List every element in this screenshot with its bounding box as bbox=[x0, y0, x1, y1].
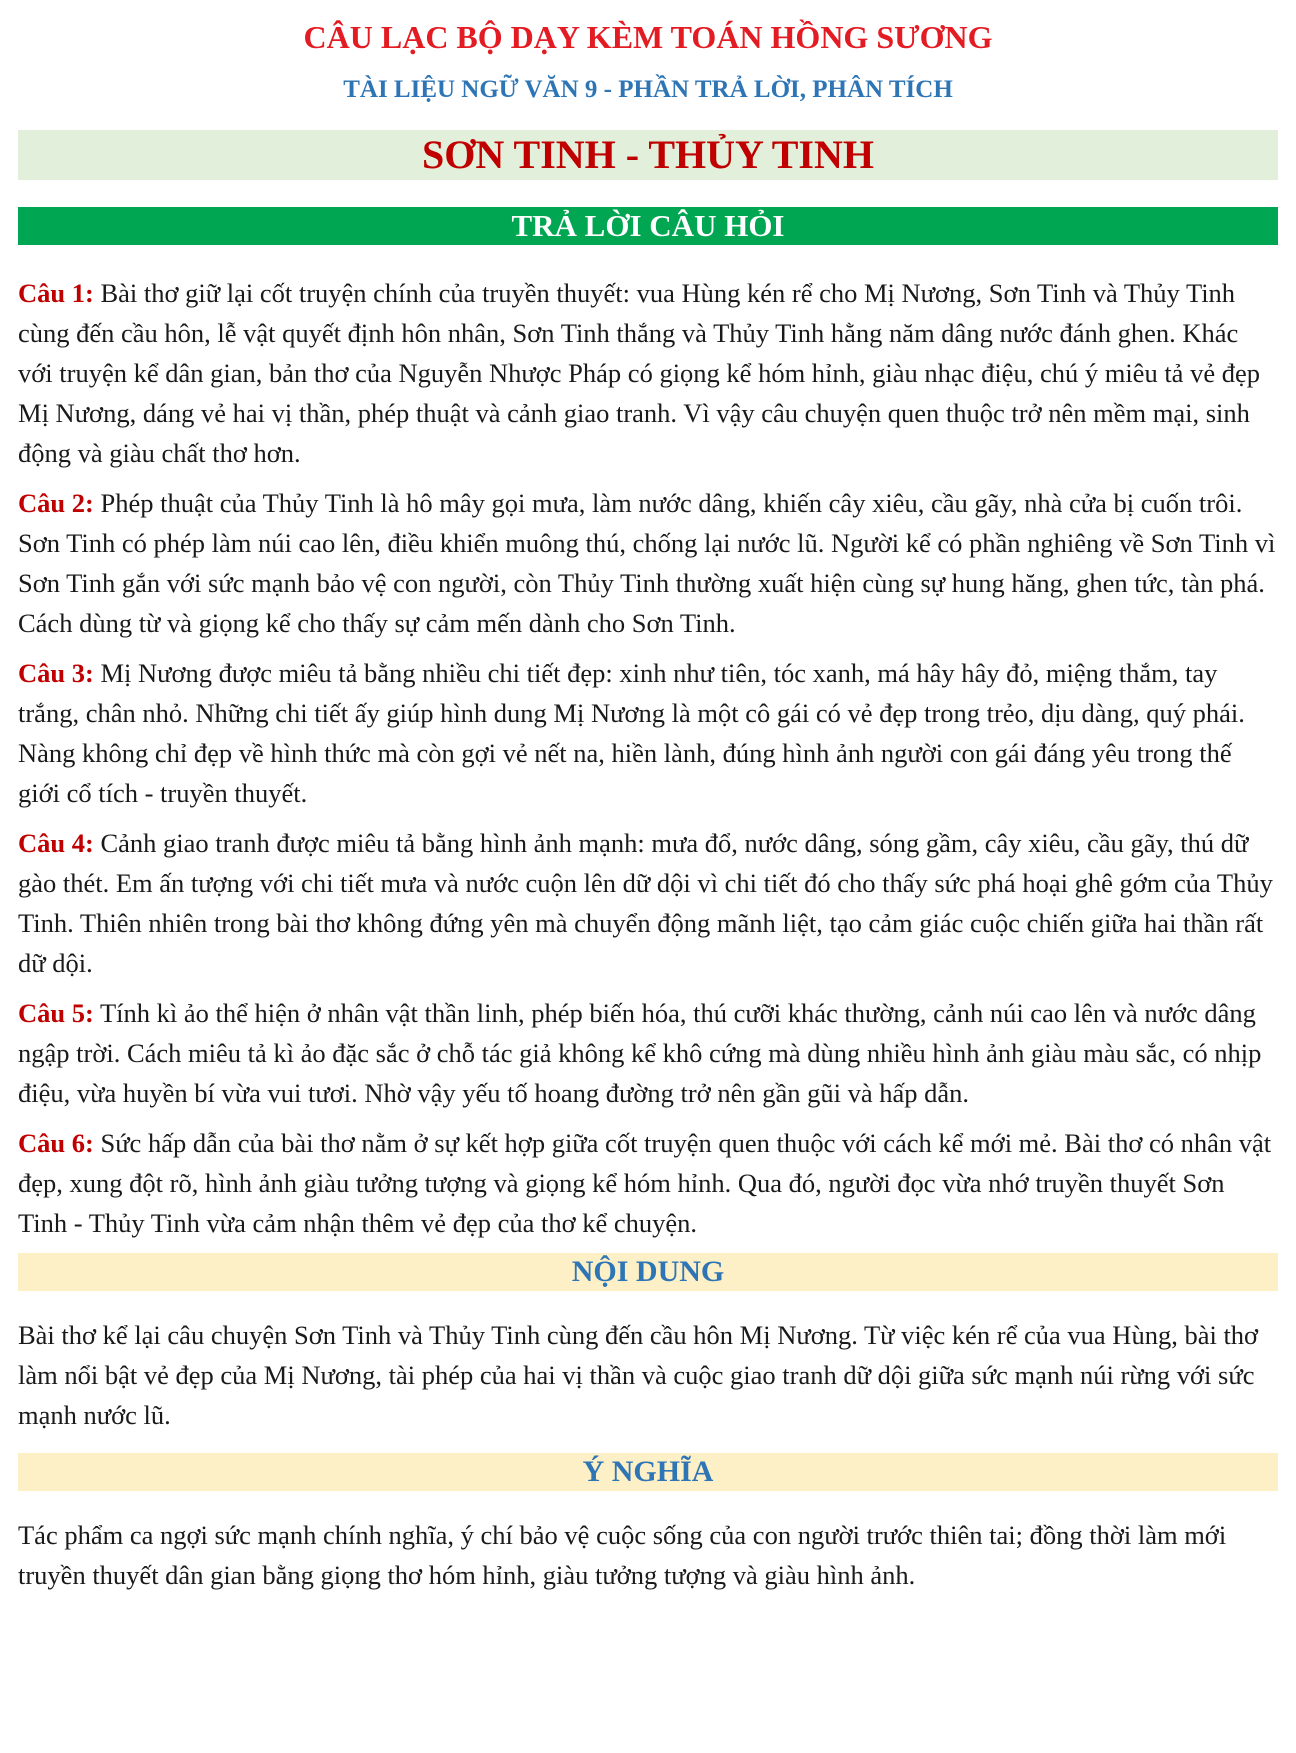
answer-text: Sức hấp dẫn của bài thơ nằm ở sự kết hợp giữa cốt truyện quen thuộc với cách kể mới mẻ. Bài thơ có nhân vật đẹp, xung đột rõ, hình ảnh giàu tưởng tượng và giọng kể hóm hỉnh. Qua đó, người đọc vừa nhớ truyền thuyết Sơn Tinh - Thủy Tinh vừa cảm nhận thêm vẻ đẹp của thơ kể chuyện. bbox=[18, 1128, 1272, 1238]
question-label: Câu 2: bbox=[18, 488, 94, 518]
answer-text: Bài thơ giữ lại cốt truyện chính của truyền thuyết: vua Hùng kén rể cho Mị Nương, Sơn Tinh và Thủy Tinh cùng đến cầu hôn, lễ vật quyết định hôn nhân, Sơn Tinh thắng và Thủy Tinh hằng năm dâng nước đánh ghen. Khác với truyện kể dân gian, bản thơ của Nguyễn Nhược Pháp có giọng kể hóm hỉnh, giàu nhạc điệu, chú ý miêu tả vẻ đẹp Mị Nương, dáng vẻ hai vị thần, phép thuật và cảnh giao tranh. Vì vậy câu chuyện quen thuộc trở nên mềm mại, sinh động và giàu chất thơ hơn. bbox=[18, 278, 1260, 468]
content-paragraph: Bài thơ kể lại câu chuyện Sơn Tinh và Thủy Tinh cùng đến cầu hôn Mị Nương. Từ việc kén rể của vua Hùng, bài thơ làm nổi bật vẻ đẹp của Mị Nương, tài phép của hai vị thần và cuộc giao tranh dữ dội giữa sức mạnh núi rừng với sức mạnh nước lũ. bbox=[18, 1320, 1259, 1430]
answer-item-5 bbox=[18, 993, 1278, 1113]
answer-text: Mị Nương được miêu tả bằng nhiều chi tiết đẹp: xinh như tiên, tóc xanh, má hây hây đỏ, miệng thắm, tay trắng, chân nhỏ. Những chi tiết ấy giúp hình dung Mị Nương là một cô gái có vẻ đẹp trong trẻo, dịu dàng, quý phái. Nàng không chỉ đẹp về hình thức mà còn gợi vẻ nết na, hiền lành, đúng hình ảnh người con gái đáng yêu trong thế giới cổ tích - truyền thuyết. bbox=[18, 658, 1245, 808]
answer-item-3 bbox=[18, 653, 1278, 813]
answer-text: Phép thuật của Thủy Tinh là hô mây gọi mưa, làm nước dâng, khiến cây xiêu, cầu gãy, nhà cửa bị cuốn trôi. Sơn Tinh có phép làm núi cao lên, điều khiển muông thú, chống lại nước lũ. Người kể có phần nghiêng về Sơn Tinh vì Sơn Tinh gắn với sức mạnh bảo vệ con người, còn Thủy Tinh thường xuất hiện cùng sự hung hăng, ghen tức, tàn phá. Cách dùng từ và giọng kể cho thấy sự cảm mến dành cho Sơn Tinh. bbox=[18, 488, 1276, 638]
club-title: CÂU LẠC BỘ DẠY KÈM TOÁN HỒNG SƯƠNG bbox=[303, 19, 993, 55]
main-title: SƠN TINH - THỦY TINH bbox=[18, 130, 1278, 180]
document-subtitle: TÀI LIỆU NGỮ VĂN 9 - PHẦN TRẢ LỜI, PHÂN TÍCH bbox=[343, 76, 953, 103]
meaning-heading: Ý NGHĨA bbox=[18, 1453, 1278, 1491]
answer-text: Cảnh giao tranh được miêu tả bằng hình ảnh mạnh: mưa đổ, nước dâng, sóng gầm, cây xiêu, cầu gãy, thú dữ gào thét. Em ấn tượng với chi tiết mưa và nước cuộn lên dữ dội vì chi tiết đó cho thấy sức phá hoại ghê gớm của Thủy Tinh. Thiên nhiên trong bài thơ không đứng yên mà chuyển động mãnh liệt, tạo cảm giác cuộc chiến giữa hai thần rất dữ dội. bbox=[18, 828, 1273, 978]
question-label: Câu 6: bbox=[18, 1128, 94, 1158]
answer-item-2 bbox=[18, 483, 1278, 643]
content-heading: NỘI DUNG bbox=[18, 1253, 1278, 1291]
answer-item-1 bbox=[18, 273, 1278, 473]
answers-heading: TRẢ LỜI CÂU HỎI bbox=[18, 207, 1278, 245]
question-label: Câu 5: bbox=[18, 998, 94, 1028]
answer-item-4 bbox=[18, 823, 1278, 983]
answer-text: Tính kì ảo thể hiện ở nhân vật thần linh, phép biến hóa, thú cưỡi khác thường, cảnh núi cao lên và nước dâng ngập trời. Cách miêu tả kì ảo đặc sắc ở chỗ tác giả không kể khô cứng mà dùng nhiều hình ảnh giàu màu sắc, có nhịp điệu, vừa huyền bí vừa vui tươi. Nhờ vậy yếu tố hoang đường trở nên gần gũi và hấp dẫn. bbox=[18, 998, 1262, 1108]
meaning-paragraph: Tác phẩm ca ngợi sức mạnh chính nghĩa, ý chí bảo vệ cuộc sống của con người trước thiên tai; đồng thời làm mới truyền thuyết dân gian bằng giọng thơ hóm hỉnh, giàu tưởng tượng và giàu hình ảnh. bbox=[18, 1520, 1227, 1590]
question-label: Câu 4: bbox=[18, 828, 94, 858]
question-label: Câu 3: bbox=[18, 658, 94, 688]
answer-item-6 bbox=[18, 1123, 1278, 1243]
answers-list bbox=[18, 273, 1278, 1243]
question-label: Câu 1: bbox=[18, 278, 94, 308]
